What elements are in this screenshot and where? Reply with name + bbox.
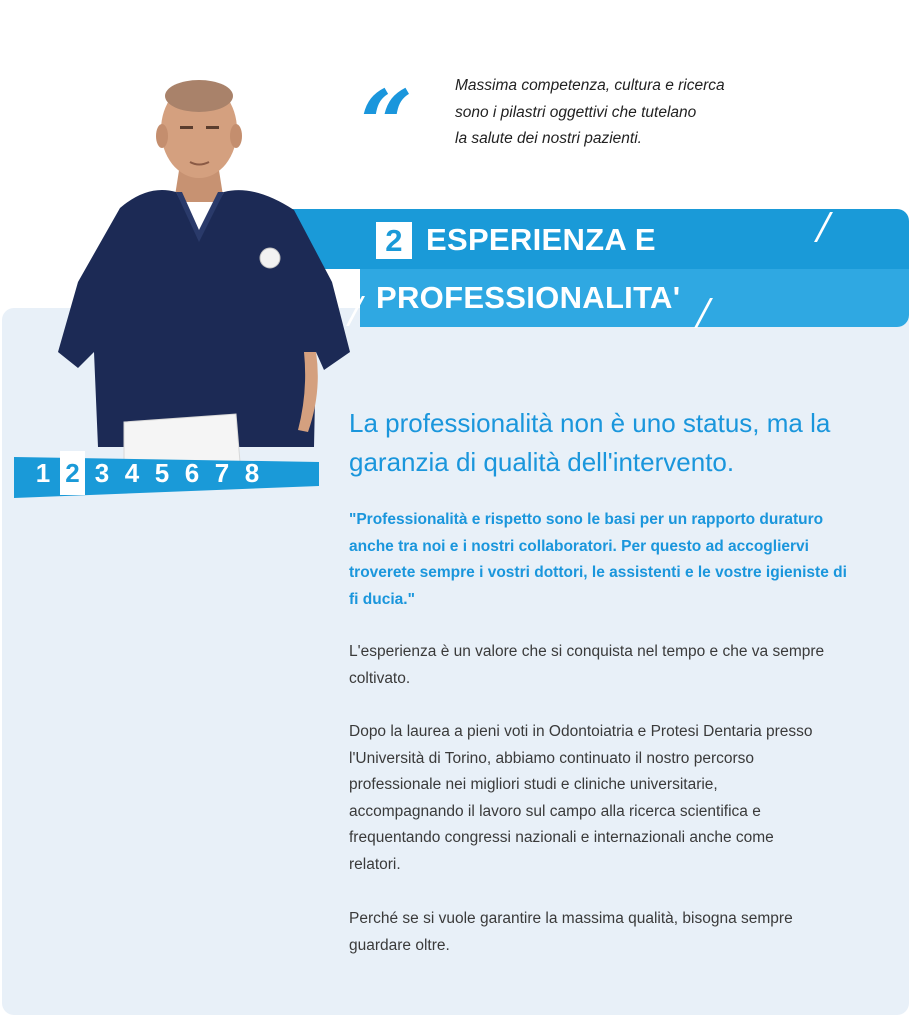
paragraph-quality [349, 906, 883, 959]
highlight-line: anche tra noi e i nostri collaboratori. Per questo ad accogliervi [349, 537, 809, 555]
doctor-photo [58, 52, 354, 462]
page-selector [28, 451, 267, 495]
quote-line: la salute dei nostri pazienti. [455, 130, 642, 147]
paragraph-line: professionale nei migliori studi e cliniche universitarie, [349, 776, 718, 793]
quote-text [455, 73, 785, 153]
highlight-line: troverete sempre i vostri dottori, le assistenti e le vostre igieniste di [349, 564, 847, 581]
section-title-line1: ESPERIENZA E [426, 222, 656, 257]
page-link-4[interactable]: 4 [124, 458, 140, 488]
lead-heading [349, 404, 889, 482]
paragraph-line: guardare oltre. [349, 936, 450, 954]
page-link-3[interactable]: 3 [94, 458, 110, 488]
quote-line: sono i pilastri oggettivi che tutelano [455, 103, 697, 121]
section-number: 2 [376, 222, 412, 259]
quote-icon: “ [360, 70, 407, 178]
lead-line: garanzia di qualità dell'intervento. [349, 447, 735, 477]
paragraph-line: relatori. [349, 855, 401, 873]
highlight-line: "Professionalità e rispetto sono le basi per un rapporto duraturo [349, 511, 824, 528]
paragraph-line: accompagnando il lavoro sul campo alla ricerca scientifica e [349, 802, 761, 820]
paragraph-line: frequentando congressi nazionali e internazionali anche come [349, 829, 774, 846]
paragraph-education [349, 719, 883, 878]
lead-line: La professionalità non è uno status, ma la [349, 408, 831, 438]
section-title-line2: PROFESSIONALITA' [376, 280, 681, 315]
page-link-1[interactable]: 1 [35, 458, 51, 488]
page-link-7[interactable]: 7 [214, 458, 230, 488]
page-link-2-active[interactable]: 2 [60, 451, 85, 495]
paragraph-line: Perché se si vuole garantire la massima qualità, bisogna sempre [349, 910, 793, 927]
paragraph-line: l'Università di Torino, abbiamo continuato il nostro percorso [349, 749, 755, 767]
paragraph-line: coltivato. [349, 669, 411, 687]
page-link-5[interactable]: 5 [154, 458, 170, 488]
highlight-quote [349, 507, 883, 613]
paragraph-experience [349, 639, 883, 692]
section-title [376, 222, 680, 316]
highlight-line: fi ducia." [349, 590, 415, 608]
page-link-8[interactable]: 8 [244, 458, 260, 488]
page-link-6[interactable]: 6 [184, 458, 200, 488]
paragraph-line: Dopo la laurea a pieni voti in Odontoiatria e Protesi Dentaria presso [349, 723, 813, 740]
quote-line: Massima competenza, cultura e ricerca [455, 77, 725, 94]
paragraph-line: L'esperienza è un valore che si conquista nel tempo e che va sempre [349, 643, 825, 660]
